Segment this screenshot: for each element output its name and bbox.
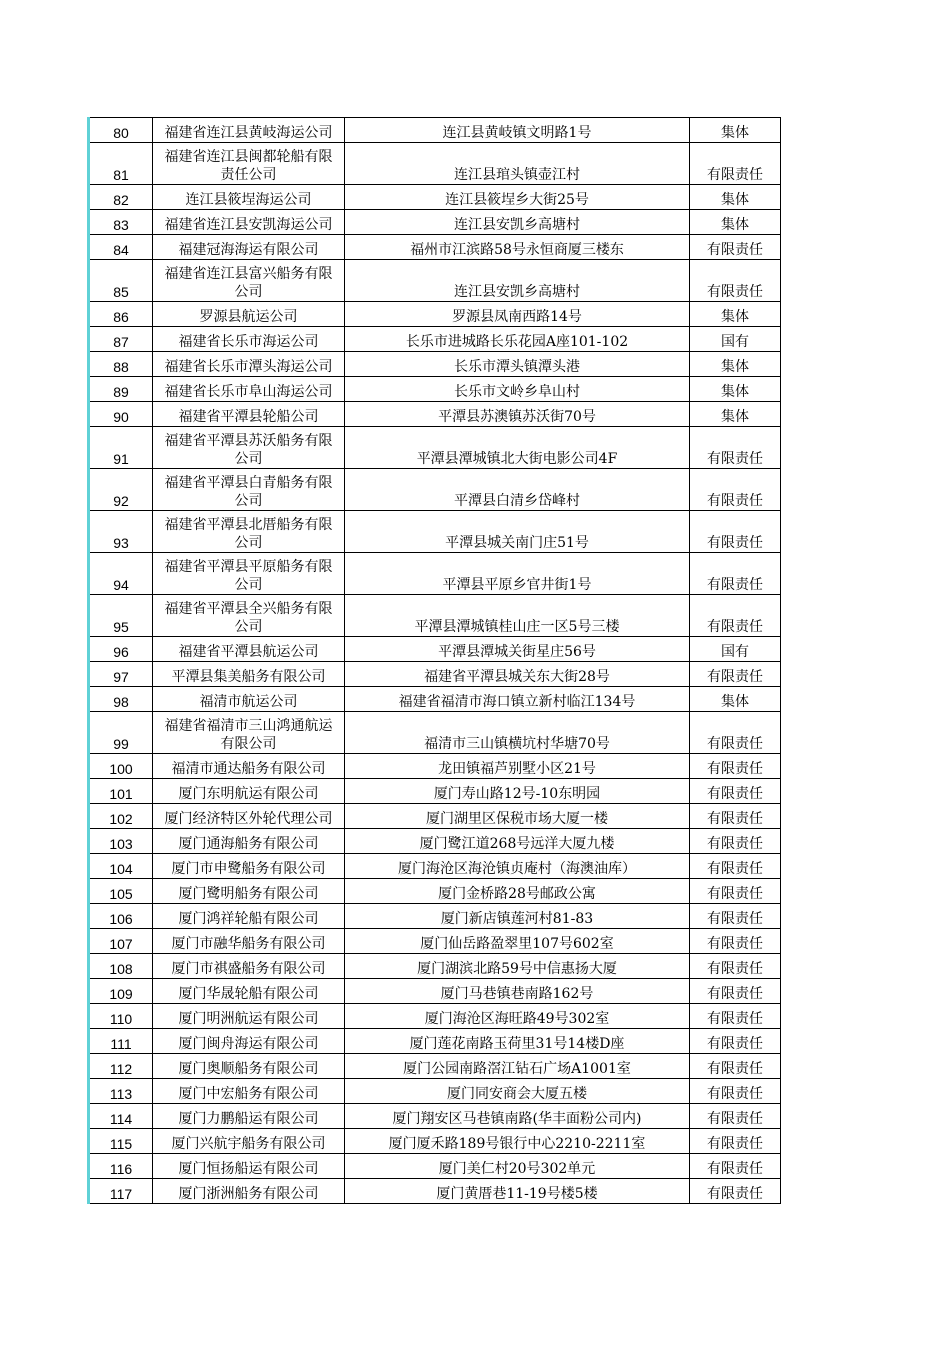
- company-name-cell: 福建省平潭县北厝船务有限公司: [153, 511, 345, 553]
- row-number-cell: 80: [89, 118, 153, 143]
- row-number-cell: 87: [89, 327, 153, 352]
- row-number-cell: 105: [89, 879, 153, 904]
- row-number-cell: 100: [89, 754, 153, 779]
- ownership-type-cell: 有限责任: [690, 662, 781, 687]
- company-name-cell: 福建省连江县黄岐海运公司: [153, 118, 345, 143]
- table-row: [89, 1029, 781, 1054]
- company-name-cell: 厦门奥顺船务有限公司: [153, 1054, 345, 1079]
- company-name-cell: 厦门鸿祥轮船有限公司: [153, 904, 345, 929]
- ownership-type-cell: 有限责任: [690, 143, 781, 185]
- address-cell: 福清市三山镇横坑村华塘70号: [345, 712, 690, 754]
- address-cell: 连江县黄岐镇文明路1号: [345, 118, 690, 143]
- row-number-cell: 94: [89, 553, 153, 595]
- company-name-cell: 厦门通海船务有限公司: [153, 829, 345, 854]
- row-number-cell: 116: [89, 1154, 153, 1179]
- address-cell: 连江县安凯乡高塘村: [345, 210, 690, 235]
- row-number-cell: 113: [89, 1079, 153, 1104]
- table-row: [89, 779, 781, 804]
- table-row: [89, 352, 781, 377]
- table-row: [89, 327, 781, 352]
- ownership-type-cell: 有限责任: [690, 1054, 781, 1079]
- ownership-type-cell: 有限责任: [690, 1179, 781, 1204]
- ownership-type-cell: 有限责任: [690, 829, 781, 854]
- table-row: [89, 469, 781, 511]
- table-row: [89, 712, 781, 754]
- row-number-cell: 93: [89, 511, 153, 553]
- address-cell: 福建省福清市海口镇立新村临江134号: [345, 687, 690, 712]
- row-number-cell: 99: [89, 712, 153, 754]
- ownership-type-cell: 有限责任: [690, 954, 781, 979]
- table-row: [89, 1179, 781, 1204]
- company-name-cell: 厦门经济特区外轮代理公司: [153, 804, 345, 829]
- company-name-cell: 厦门市融华船务有限公司: [153, 929, 345, 954]
- address-cell: 厦门马巷镇巷南路162号: [345, 979, 690, 1004]
- ownership-type-cell: 集体: [690, 118, 781, 143]
- company-name-cell: 连江县筱埕海运公司: [153, 185, 345, 210]
- table-row: [89, 829, 781, 854]
- ownership-type-cell: 有限责任: [690, 754, 781, 779]
- row-number-cell: 85: [89, 260, 153, 302]
- row-number-cell: 83: [89, 210, 153, 235]
- table-row: [89, 143, 781, 185]
- company-name-cell: 厦门力鹏船运有限公司: [153, 1104, 345, 1129]
- table-row: [89, 511, 781, 553]
- table-row: [89, 1054, 781, 1079]
- table-row: [89, 879, 781, 904]
- address-cell: 平潭县潭城镇北大街电影公司4F: [345, 427, 690, 469]
- address-cell: 连江县琯头镇壶江村: [345, 143, 690, 185]
- company-name-cell: 厦门市申鹭船务有限公司: [153, 854, 345, 879]
- ownership-type-cell: 有限责任: [690, 1029, 781, 1054]
- table-row: [89, 210, 781, 235]
- ownership-type-cell: 集体: [690, 377, 781, 402]
- address-cell: 平潭县白清乡岱峰村: [345, 469, 690, 511]
- address-cell: 厦门公园南路滘江钻石广场A1001室: [345, 1054, 690, 1079]
- company-name-cell: 厦门中宏船务有限公司: [153, 1079, 345, 1104]
- address-cell: 长乐市潭头镇潭头港: [345, 352, 690, 377]
- row-number-cell: 104: [89, 854, 153, 879]
- address-cell: 厦门翔安区马巷镇南路(华丰面粉公司内): [345, 1104, 690, 1129]
- address-cell: 厦门鹭江道268号远洋大厦九楼: [345, 829, 690, 854]
- row-number-cell: 91: [89, 427, 153, 469]
- table-row: [89, 377, 781, 402]
- company-name-cell: 福建省连江县安凯海运公司: [153, 210, 345, 235]
- company-name-cell: 福建省长乐市海运公司: [153, 327, 345, 352]
- table-row: [89, 904, 781, 929]
- address-cell: 厦门湖里区保税市场大厦一楼: [345, 804, 690, 829]
- ownership-type-cell: 有限责任: [690, 929, 781, 954]
- address-cell: 厦门海沧区海沧镇贞庵村（海澳油库）: [345, 854, 690, 879]
- ownership-type-cell: 有限责任: [690, 779, 781, 804]
- row-number-cell: 90: [89, 402, 153, 427]
- address-cell: 厦门同安商会大厦五楼: [345, 1079, 690, 1104]
- ownership-type-cell: 有限责任: [690, 1104, 781, 1129]
- ownership-type-cell: 有限责任: [690, 1154, 781, 1179]
- address-cell: 平潭县平原乡官井街1号: [345, 553, 690, 595]
- ownership-type-cell: 有限责任: [690, 904, 781, 929]
- ownership-type-cell: 有限责任: [690, 854, 781, 879]
- ownership-type-cell: 国有: [690, 637, 781, 662]
- table-row: [89, 1079, 781, 1104]
- row-number-cell: 88: [89, 352, 153, 377]
- ownership-type-cell: 有限责任: [690, 1079, 781, 1104]
- table-row: [89, 402, 781, 427]
- company-name-cell: 厦门东明航运有限公司: [153, 779, 345, 804]
- address-cell: 连江县筱埕乡大街25号: [345, 185, 690, 210]
- address-cell: 平潭县潭城镇桂山庄一区5号三楼: [345, 595, 690, 637]
- company-name-cell: 福建省长乐市潭头海运公司: [153, 352, 345, 377]
- row-number-cell: 92: [89, 469, 153, 511]
- ownership-type-cell: 有限责任: [690, 804, 781, 829]
- ownership-type-cell: 集体: [690, 185, 781, 210]
- company-table-body: [89, 118, 781, 1204]
- row-number-cell: 84: [89, 235, 153, 260]
- row-number-cell: 82: [89, 185, 153, 210]
- company-name-cell: 福建冠海海运有限公司: [153, 235, 345, 260]
- company-name-cell: 福建省平潭县轮船公司: [153, 402, 345, 427]
- table-row: [89, 118, 781, 143]
- company-name-cell: 厦门鹭明船务有限公司: [153, 879, 345, 904]
- address-cell: 厦门莲花南路玉荷里31号14楼D座: [345, 1029, 690, 1054]
- company-name-cell: 福建省平潭县苏沃船务有限公司: [153, 427, 345, 469]
- row-number-cell: 102: [89, 804, 153, 829]
- ownership-type-cell: 有限责任: [690, 511, 781, 553]
- company-table: [87, 117, 781, 1204]
- company-name-cell: 厦门市祺盛船务有限公司: [153, 954, 345, 979]
- company-name-cell: 平潭县集美船务有限公司: [153, 662, 345, 687]
- company-name-cell: 厦门兴航宇船务有限公司: [153, 1129, 345, 1154]
- address-cell: 长乐市文岭乡阜山村: [345, 377, 690, 402]
- company-name-cell: 厦门闽舟海运有限公司: [153, 1029, 345, 1054]
- row-number-cell: 95: [89, 595, 153, 637]
- ownership-type-cell: 集体: [690, 352, 781, 377]
- ownership-type-cell: 有限责任: [690, 469, 781, 511]
- table-row: [89, 302, 781, 327]
- table-row: [89, 662, 781, 687]
- address-cell: 福州市江滨路58号永恒商厦三楼东: [345, 235, 690, 260]
- table-row: [89, 1104, 781, 1129]
- row-number-cell: 108: [89, 954, 153, 979]
- table-row: [89, 854, 781, 879]
- table-row: [89, 185, 781, 210]
- address-cell: 长乐市进城路长乐花园A座101-102: [345, 327, 690, 352]
- address-cell: 平潭县城关南门庄51号: [345, 511, 690, 553]
- row-number-cell: 110: [89, 1004, 153, 1029]
- company-name-cell: 福建省平潭县白青船务有限公司: [153, 469, 345, 511]
- ownership-type-cell: 有限责任: [690, 595, 781, 637]
- address-cell: 厦门厦禾路189号银行中心2210-2211室: [345, 1129, 690, 1154]
- address-cell: 龙田镇福芦别墅小区21号: [345, 754, 690, 779]
- address-cell: 厦门海沧区海旺路49号302室: [345, 1004, 690, 1029]
- company-name-cell: 厦门华晟轮船有限公司: [153, 979, 345, 1004]
- company-name-cell: 福建省连江县富兴船务有限公司: [153, 260, 345, 302]
- ownership-type-cell: 国有: [690, 327, 781, 352]
- row-number-cell: 101: [89, 779, 153, 804]
- table-row: [89, 235, 781, 260]
- address-cell: 厦门新店镇莲河村81-83: [345, 904, 690, 929]
- table-row: [89, 754, 781, 779]
- row-number-cell: 98: [89, 687, 153, 712]
- address-cell: 厦门寿山路12号-10东明园: [345, 779, 690, 804]
- table-row: [89, 1004, 781, 1029]
- address-cell: 厦门黄厝巷11-19号楼5楼: [345, 1179, 690, 1204]
- row-number-cell: 115: [89, 1129, 153, 1154]
- table-row: [89, 595, 781, 637]
- company-name-cell: 厦门恒扬船运有限公司: [153, 1154, 345, 1179]
- table-row: [89, 954, 781, 979]
- company-name-cell: 福建省平潭县平原船务有限公司: [153, 553, 345, 595]
- ownership-type-cell: 集体: [690, 402, 781, 427]
- ownership-type-cell: 有限责任: [690, 260, 781, 302]
- row-number-cell: 114: [89, 1104, 153, 1129]
- row-number-cell: 106: [89, 904, 153, 929]
- company-name-cell: 福建省连江县闽都轮船有限责任公司: [153, 143, 345, 185]
- row-number-cell: 89: [89, 377, 153, 402]
- address-cell: 连江县安凯乡高塘村: [345, 260, 690, 302]
- table-row: [89, 427, 781, 469]
- table-row: [89, 687, 781, 712]
- ownership-type-cell: 有限责任: [690, 1129, 781, 1154]
- ownership-type-cell: 有限责任: [690, 427, 781, 469]
- ownership-type-cell: 集体: [690, 210, 781, 235]
- row-number-cell: 96: [89, 637, 153, 662]
- row-number-cell: 103: [89, 829, 153, 854]
- ownership-type-cell: 有限责任: [690, 235, 781, 260]
- company-name-cell: 厦门浙洲船务有限公司: [153, 1179, 345, 1204]
- company-name-cell: 福建省平潭县全兴船务有限公司: [153, 595, 345, 637]
- table-row: [89, 929, 781, 954]
- company-name-cell: 福建省平潭县航运公司: [153, 637, 345, 662]
- table-row: [89, 804, 781, 829]
- ownership-type-cell: 有限责任: [690, 879, 781, 904]
- ownership-type-cell: 有限责任: [690, 1004, 781, 1029]
- address-cell: 平潭县潭城关街星庄56号: [345, 637, 690, 662]
- address-cell: 罗源县凤南西路14号: [345, 302, 690, 327]
- row-number-cell: 111: [89, 1029, 153, 1054]
- address-cell: 平潭县苏澳镇苏沃街70号: [345, 402, 690, 427]
- row-number-cell: 109: [89, 979, 153, 1004]
- address-cell: 厦门湖滨北路59号中信惠扬大厦: [345, 954, 690, 979]
- address-cell: 厦门仙岳路盈翠里107号602室: [345, 929, 690, 954]
- company-name-cell: 福建省福清市三山鸿通航运有限公司: [153, 712, 345, 754]
- company-name-cell: 厦门明洲航运有限公司: [153, 1004, 345, 1029]
- company-name-cell: 福清市航运公司: [153, 687, 345, 712]
- table-row: [89, 260, 781, 302]
- table-row: [89, 1154, 781, 1179]
- ownership-type-cell: 有限责任: [690, 712, 781, 754]
- ownership-type-cell: 有限责任: [690, 979, 781, 1004]
- table-row: [89, 553, 781, 595]
- company-name-cell: 罗源县航运公司: [153, 302, 345, 327]
- row-number-cell: 117: [89, 1179, 153, 1204]
- table-row: [89, 979, 781, 1004]
- address-cell: 厦门金桥路28号邮政公寓: [345, 879, 690, 904]
- company-name-cell: 福清市通达船务有限公司: [153, 754, 345, 779]
- row-number-cell: 97: [89, 662, 153, 687]
- row-number-cell: 86: [89, 302, 153, 327]
- row-number-cell: 81: [89, 143, 153, 185]
- address-cell: 福建省平潭县城关东大街28号: [345, 662, 690, 687]
- address-cell: 厦门美仁村20号302单元: [345, 1154, 690, 1179]
- row-number-cell: 107: [89, 929, 153, 954]
- company-name-cell: 福建省长乐市阜山海运公司: [153, 377, 345, 402]
- table-row: [89, 1129, 781, 1154]
- table-row: [89, 637, 781, 662]
- ownership-type-cell: 有限责任: [690, 553, 781, 595]
- row-number-cell: 112: [89, 1054, 153, 1079]
- ownership-type-cell: 集体: [690, 302, 781, 327]
- ownership-type-cell: 集体: [690, 687, 781, 712]
